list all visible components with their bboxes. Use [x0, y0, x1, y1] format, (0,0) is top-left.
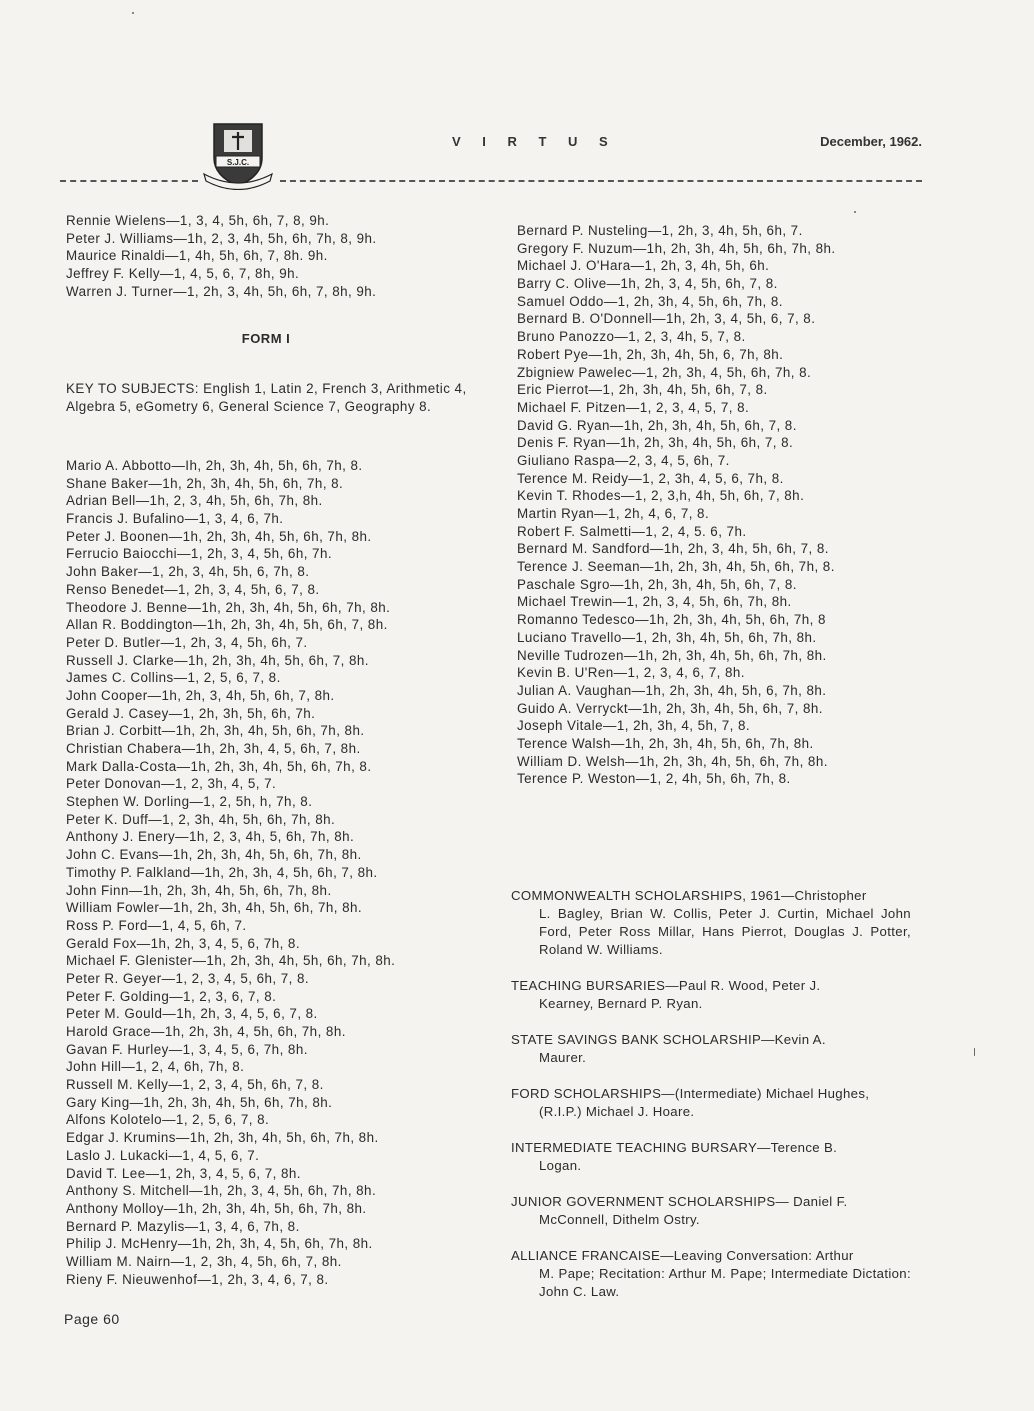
student-result: Adrian Bell—1h, 2, 3, 4h, 5h, 6h, 7h, 8h. [66, 493, 323, 509]
award-heading: INTERMEDIATE TEACHING BURSARY—Terence B. [511, 1140, 838, 1155]
student-result: Martin Ryan—1, 2h, 4, 6, 7, 8. [517, 506, 710, 521]
student-result: Brian J. Corbitt—1h, 2h, 3h, 4h, 5h, 6h, 7h, 8h. [66, 723, 365, 739]
student-result: Samuel Oddo—1, 2h, 3h, 4, 5h, 6h, 7h, 8. [517, 293, 783, 309]
student-result: Romanno Tedesco—1h, 2h, 3h, 4h, 5h, 6h, 7h, 8 [517, 612, 826, 628]
student-result: Bruno Panozzo—1, 2, 3, 4h, 5, 7, 8. [517, 329, 746, 345]
student-result: Bernard M. Sandford—1h, 2h, 3, 4h, 5h, 6h, 7, 8. [517, 541, 829, 557]
student-result: Terence P. Weston—1, 2, 4h, 5h, 6h, 7h, 8. [517, 771, 791, 787]
student-result: Peter R. Geyer—1, 2, 3, 4, 5, 6h, 7, 8. [66, 970, 310, 986]
student-result: Bernard B. O'Donnell—1h, 2h, 3, 4, 5h, 6, 7, 8. [517, 311, 816, 327]
student-result: Ferrucio Baiocchi—1, 2h, 3, 4, 5h, 6h, 7h. [66, 546, 333, 562]
student-result: John Baker—1, 2h, 3, 4h, 5h, 6, 7h, 8. [66, 564, 310, 580]
student-result: Michael F. Glenister—1h, 2h, 3h, 4h, 5h, 6h, 7h, 8h. [66, 953, 396, 969]
student-result: Christian Chabera—1h, 2h, 3h, 4, 5, 6h, 7, 8h. [66, 741, 361, 756]
student-result: Peter K. Duff—1, 2, 3h, 4h, 5h, 6h, 7h, 8h. [66, 811, 336, 827]
student-result: Harold Grace—1h, 2h, 3h, 4, 5h, 6h, 7h, 8h. [66, 1024, 346, 1039]
student-result: Neville Tudrozen—1h, 2h, 3h, 4h, 5h, 6h, 7h, 8h. [517, 647, 827, 663]
paper-speck [854, 211, 856, 213]
student-result: Peter D. Butler—1, 2h, 3, 4, 5h, 6h, 7. [66, 634, 308, 650]
student-result: Barry C. Olive—1h, 2h, 3, 4, 5h, 6h, 7, 8. [517, 276, 778, 292]
award-heading: STATE SAVINGS BANK SCHOLARSHIP—Kevin A. [511, 1032, 826, 1047]
student-result: Mark Dalla-Costa—1h, 2h, 3h, 4h, 5h, 6h, 7h, 8. [66, 758, 372, 774]
crest-initials: S.J.C. [226, 158, 250, 167]
header-rule-left [60, 180, 198, 182]
student-result: Giuliano Raspa—2, 3, 4, 5, 6h, 7. [517, 452, 730, 468]
student-result: John Cooper—1h, 2h, 3, 4h, 5h, 6h, 7, 8h. [66, 687, 335, 703]
scholarships-list [511, 887, 911, 1319]
right-column [517, 222, 927, 788]
page-number: Page 60 [64, 1311, 120, 1327]
student-result: Russell M. Kelly—1, 2, 3, 4, 5h, 6h, 7, 8. [66, 1077, 324, 1093]
student-result: Bernard P. Mazylis—1, 3, 4, 6, 7h, 8. [66, 1218, 300, 1234]
student-result: Russell J. Clarke—1h, 2h, 3h, 4h, 5h, 6h, 7, 8h. [66, 652, 369, 668]
student-result: William D. Welsh—1h, 2h, 3h, 4h, 5h, 6h, 7h, 8h. [517, 753, 828, 769]
header-rule-right [280, 180, 922, 182]
student-result: Peter Donovan—1, 2, 3h, 4, 5, 7. [66, 776, 277, 792]
student-result: Francis J. Bufalino—1, 3, 4, 6, 7h. [66, 511, 284, 527]
student-result: William Fowler—1h, 2h, 3h, 4h, 5h, 6h, 7h, 8h. [66, 900, 363, 916]
award-heading: FORD SCHOLARSHIPS—(Intermediate) Michael Hughes, [511, 1086, 870, 1101]
school-crest-icon [200, 118, 276, 190]
award-entry [511, 1139, 911, 1175]
student-result: Luciano Travello—1, 2h, 3h, 4h, 5h, 6h, 7h, 8h. [517, 629, 817, 645]
previous-form-results [66, 212, 377, 300]
award-recipients: (R.I.P.) Michael J. Hoare. [539, 1104, 695, 1119]
student-result: Terence Walsh—1h, 2h, 3h, 4h, 5h, 6h, 7h, 8h. [517, 735, 814, 751]
student-result: John Finn—1h, 2h, 3h, 4h, 5h, 6h, 7h, 8h. [66, 882, 332, 898]
page-header [60, 118, 922, 198]
student-result: William M. Nairn—1, 2, 3h, 4, 5h, 6h, 7, 8h. [66, 1253, 342, 1269]
student-result: Laslo J. Lukacki—1, 4, 5, 6, 7. [66, 1147, 260, 1163]
award-entry [511, 977, 911, 1013]
student-result: Allan R. Boddington—1h, 2h, 3h, 4h, 5h, 6h, 7, 8h. [66, 617, 388, 633]
student-result: Terence M. Reidy—1, 2, 3h, 4, 5, 6, 7h, 8. [517, 470, 784, 486]
student-result: James C. Collins—1, 2, 5, 6, 7, 8. [66, 670, 281, 686]
student-result: Julian A. Vaughan—1h, 2h, 3h, 4h, 5h, 6, 7h, 8h. [517, 682, 827, 698]
issue-date: December, 1962. [820, 134, 922, 149]
student-result: David T. Lee—1, 2h, 3, 4, 5, 6, 7, 8h. [66, 1165, 301, 1181]
student-result: Edgar J. Krumins—1h, 2h, 3h, 4h, 5h, 6h, 7h, 8h. [66, 1130, 379, 1146]
student-result: Joseph Vitale—1, 2h, 3h, 4, 5h, 7, 8. [517, 718, 751, 734]
award-heading: ALLIANCE FRANCAISE—Leaving Conversation: Arthur [511, 1248, 854, 1263]
paper-speck [132, 12, 134, 14]
student-result: Robert Pye—1h, 2h, 3h, 4h, 5h, 6, 7h, 8h. [517, 346, 784, 362]
student-result: Gavan F. Hurley—1, 3, 4, 5, 6, 7h, 8h. [66, 1041, 308, 1057]
student-result: Michael F. Pitzen—1, 2, 3, 4, 5, 7, 8. [517, 399, 750, 415]
student-result: Peter M. Gould—1h, 2h, 3, 4, 5, 6, 7, 8. [66, 1006, 318, 1022]
student-result: Mario A. Abbotto—Ih, 2h, 3h, 4h, 5h, 6h, 7h, 8. [66, 458, 363, 473]
student-result: Gary King—1h, 2h, 3h, 4h, 5h, 6h, 7h, 8h. [66, 1094, 333, 1110]
student-result: Robert F. Salmetti—1, 2, 4, 5. 6, 7h. [517, 523, 747, 539]
student-result: Theodore J. Benne—1h, 2h, 3h, 4h, 5h, 6h, 7h, 8h. [66, 599, 391, 615]
student-result: Denis F. Ryan—1h, 2h, 3h, 4h, 5h, 6h, 7, 8. [517, 435, 794, 451]
student-result: Anthony Molloy—1h, 2h, 3h, 4h, 5h, 6h, 7h, 8h. [66, 1200, 367, 1216]
award-entry [511, 1247, 911, 1301]
award-heading: TEACHING BURSARIES—Paul R. Wood, Peter J. [511, 978, 821, 993]
student-result: Stephen W. Dorling—1, 2, 5h, h, 7h, 8. [66, 794, 313, 810]
award-recipients: M. Pape; Recitation: Arthur M. Pape; Intermediate Dictation: John C. Law. [539, 1266, 911, 1299]
paper-speck [974, 1048, 975, 1056]
student-result: Philip J. McHenry—1h, 2h, 3h, 4, 5h, 6h, 7h, 8h. [66, 1236, 373, 1252]
form-i-results-left [66, 457, 395, 1288]
student-result: Bernard P. Nusteling—1, 2h, 3, 4h, 5h, 6h, 7. [517, 223, 803, 238]
student-result: Gerald Fox—1h, 2h, 3, 4, 5, 6, 7h, 8. [66, 935, 300, 951]
student-result: Michael J. O'Hara—1, 2h, 3, 4h, 5h, 6h. [517, 258, 770, 274]
student-result: Anthony S. Mitchell—1h, 2h, 3, 4, 5h, 6h, 7h, 8h. [66, 1183, 377, 1199]
student-result: David G. Ryan—1h, 2h, 3h, 4h, 5h, 6h, 7, 8. [517, 417, 797, 433]
student-result: Ross P. Ford—1, 4, 5, 6h, 7. [66, 917, 247, 933]
award-heading: JUNIOR GOVERNMENT SCHOLARSHIPS— Daniel F. [511, 1194, 848, 1209]
student-result: Guido A. Verryckt—1h, 2h, 3h, 4h, 5h, 6h, 7, 8h. [517, 700, 823, 716]
student-result: Peter J. Williams—1h, 2, 3, 4h, 5h, 6h, 7h, 8, 9h. [66, 230, 377, 246]
student-result: Gregory F. Nuzum—1h, 2h, 3h, 4h, 5h, 6h, 7h, 8h. [517, 240, 836, 256]
student-result: John Hill—1, 2, 4, 6h, 7h, 8. [66, 1059, 245, 1075]
student-result: Shane Baker—1h, 2h, 3h, 4h, 5h, 6h, 7h, 8. [66, 475, 344, 491]
student-result: Kevin T. Rhodes—1, 2, 3,h, 4h, 5h, 6h, 7, 8h. [517, 488, 805, 504]
student-result: Alfons Kolotelo—1, 2, 5, 6, 7, 8. [66, 1112, 270, 1128]
award-recipients: Maurer. [539, 1050, 587, 1065]
student-result: Terence J. Seeman—1h, 2h, 3h, 4h, 5h, 6h, 7h, 8. [517, 559, 835, 575]
award-entry [511, 1031, 911, 1067]
award-recipients: L. Bagley, Brian W. Collis, Peter J. Curtin, Michael John Ford, Peter Ross Millar, Hans Pierrot, Douglas J. Potter, Roland W. Williams. [539, 906, 911, 957]
student-result: Warren J. Turner—1, 2h, 3, 4h, 5h, 6h, 7, 8h, 9h. [66, 283, 377, 299]
student-result: John C. Evans—1h, 2h, 3h, 4h, 5h, 6h, 7h, 8h. [66, 847, 362, 863]
student-result: Rennie Wielens—1, 3, 4, 5h, 6h, 7, 8, 9h. [66, 213, 330, 228]
student-result: Kevin B. U'Ren—1, 2, 3, 4, 6, 7, 8h. [517, 665, 745, 681]
student-result: Zbigniew Pawelec—1, 2h, 3h, 4, 5h, 6h, 7h, 8. [517, 364, 812, 380]
student-result: Peter J. Boonen—1h, 2h, 3h, 4h, 5h, 6h, 7h, 8h. [66, 528, 372, 544]
form-heading: FORM I [241, 331, 291, 346]
student-result: Rieny F. Nieuwenhof—1, 2h, 3, 4, 6, 7, 8. [66, 1271, 329, 1287]
student-result: Gerald J. Casey—1, 2h, 3h, 5h, 6h, 7h. [66, 705, 316, 721]
award-entry [511, 1193, 911, 1229]
magazine-title: V I R T U S [452, 134, 617, 149]
student-result: Eric Pierrot—1, 2h, 3h, 4h, 5h, 6h, 7, 8. [517, 382, 768, 398]
student-result: Renso Benedet—1, 2h, 3, 4, 5h, 6, 7, 8. [66, 581, 320, 597]
student-result: Paschale Sgro—1h, 2h, 3h, 4h, 5h, 6h, 7, 8. [517, 576, 797, 592]
student-result: Maurice Rinaldi—1, 4h, 5h, 6h, 7, 8h. 9h. [66, 248, 328, 264]
student-result: Timothy P. Falkland—1h, 2h, 3h, 4, 5h, 6h, 7, 8h. [66, 864, 378, 880]
subject-key: KEY TO SUBJECTS: English 1, Latin 2, French 3, Arithmetic 4, Algebra 5, eGometry 6, General Science 7, Geography 8. [66, 381, 467, 414]
student-result: Jeffrey F. Kelly—1, 4, 5, 6, 7, 8h, 9h. [66, 266, 300, 282]
student-result: Peter F. Golding—1, 2, 3, 6, 7, 8. [66, 988, 277, 1004]
student-result: Anthony J. Enery—1h, 2, 3, 4h, 5, 6h, 7h, 8h. [66, 829, 355, 845]
award-heading: COMMONWEALTH SCHOLARSHIPS, 1961—Christopher [511, 888, 867, 903]
award-entry [511, 1085, 911, 1121]
student-result: Michael Trewin—1, 2h, 3, 4, 5h, 6h, 7h, 8h. [517, 594, 792, 610]
award-entry [511, 887, 911, 959]
award-recipients: McConnell, Dithelm Ostry. [539, 1212, 700, 1227]
award-recipients: Logan. [539, 1158, 582, 1173]
award-recipients: Kearney, Bernard P. Ryan. [539, 996, 703, 1011]
